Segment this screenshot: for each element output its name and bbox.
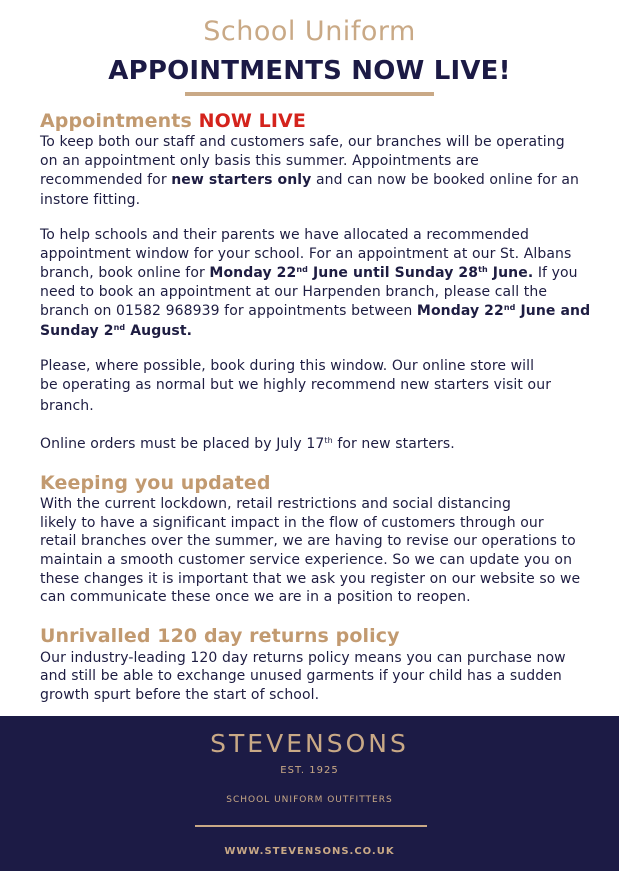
paragraph-line: appointment window for your school. For an appointment at our St. Albans xyxy=(40,246,572,262)
text-run: branch, book online for xyxy=(40,265,210,281)
brand-logo: STEVENSONS xyxy=(210,729,409,758)
ordinal-suffix: nd xyxy=(503,303,516,312)
paragraph-line: and still be able to exchange unused garments if your child has a sudden xyxy=(40,668,562,684)
paragraph-line xyxy=(40,323,192,339)
paragraph-line: be operating as normal but we highly recommend new starters visit our xyxy=(40,377,552,393)
paragraph-line: instore fitting. xyxy=(40,192,141,208)
paragraph-line: can communicate these once we are in a position to reopen. xyxy=(40,589,471,605)
bold-text xyxy=(417,303,590,319)
bold-text xyxy=(209,265,533,281)
paragraph-line: on an appointment only basis this summer. Appointments are xyxy=(40,153,479,169)
text-run: If you xyxy=(533,265,578,281)
text-run: for new starters. xyxy=(332,436,455,452)
section-title-main: Appointments xyxy=(40,110,199,132)
page-title: APPOINTMENTS NOW LIVE! xyxy=(108,56,511,86)
established-year: EST. 1925 xyxy=(280,765,339,776)
text-run: Sunday 2 xyxy=(40,323,114,339)
paragraph-line: likely to have a significant impact in the flow of customers through our xyxy=(40,515,544,531)
paragraph-line: With the current lockdown, retail restrictions and social distancing xyxy=(40,496,511,512)
brand-tagline: SCHOOL UNIFORM OUTFITTERS xyxy=(226,795,393,805)
footer-divider xyxy=(195,825,427,827)
ordinal-suffix: nd xyxy=(113,323,126,332)
kicker-title: School Uniform xyxy=(203,16,416,47)
text-run: Monday 22 xyxy=(416,303,504,319)
paragraph-line: growth spurt before the start of school. xyxy=(40,687,320,703)
ordinal-suffix: nd xyxy=(296,265,308,274)
paragraph-line xyxy=(40,265,578,281)
headline-divider xyxy=(185,92,434,96)
paragraph-line: these changes it is important that we ask you register on our website so we xyxy=(40,571,581,587)
text-run: June. xyxy=(487,265,534,281)
section-title-highlight: NOW LIVE xyxy=(198,110,306,132)
section-title-returns: Unrivalled 120 day returns policy xyxy=(40,625,400,647)
text-run: Monday 22 xyxy=(209,265,297,281)
text-run: and can now be booked online for an xyxy=(311,172,580,188)
paragraph-line: branch. xyxy=(40,398,94,414)
text-run: recommended for xyxy=(40,172,172,188)
paragraph-line xyxy=(40,303,590,319)
paragraph-line: maintain a smooth customer service experience. So we can update you on xyxy=(40,552,573,568)
text-run: branch on 01582 968939 for appointments between xyxy=(40,303,417,319)
paragraph-line: To help schools and their parents we have allocated a recommended xyxy=(40,227,529,243)
text-run: Online orders must be placed by July 17 xyxy=(40,436,325,452)
paragraph-line xyxy=(40,172,579,188)
text-run: June and xyxy=(515,303,591,319)
paragraph-line: retail branches over the summer, we are having to revise our operations to xyxy=(40,533,576,549)
paragraph-line: need to book an appointment at our Harpenden branch, please call the xyxy=(40,284,548,300)
section-title-updates: Keeping you updated xyxy=(40,472,271,494)
paragraph-line xyxy=(40,436,455,452)
paragraph-line: To keep both our staff and customers safe, our branches will be operating xyxy=(40,134,565,150)
paragraph-line: Please, where possible, book during this window. Our online store will xyxy=(40,358,535,374)
bold-text: new starters only xyxy=(171,172,312,188)
bold-text xyxy=(40,323,192,339)
section-title-appointments xyxy=(40,110,306,132)
paragraph-line: Our industry-leading 120 day returns policy means you can purchase now xyxy=(40,650,566,666)
text-run: August. xyxy=(125,323,193,339)
website-link[interactable]: WWW.STEVENSONS.CO.UK xyxy=(224,846,395,857)
ordinal-suffix: th xyxy=(324,436,333,445)
text-run: June until Sunday 28 xyxy=(307,265,479,281)
ordinal-suffix: th xyxy=(478,265,488,274)
